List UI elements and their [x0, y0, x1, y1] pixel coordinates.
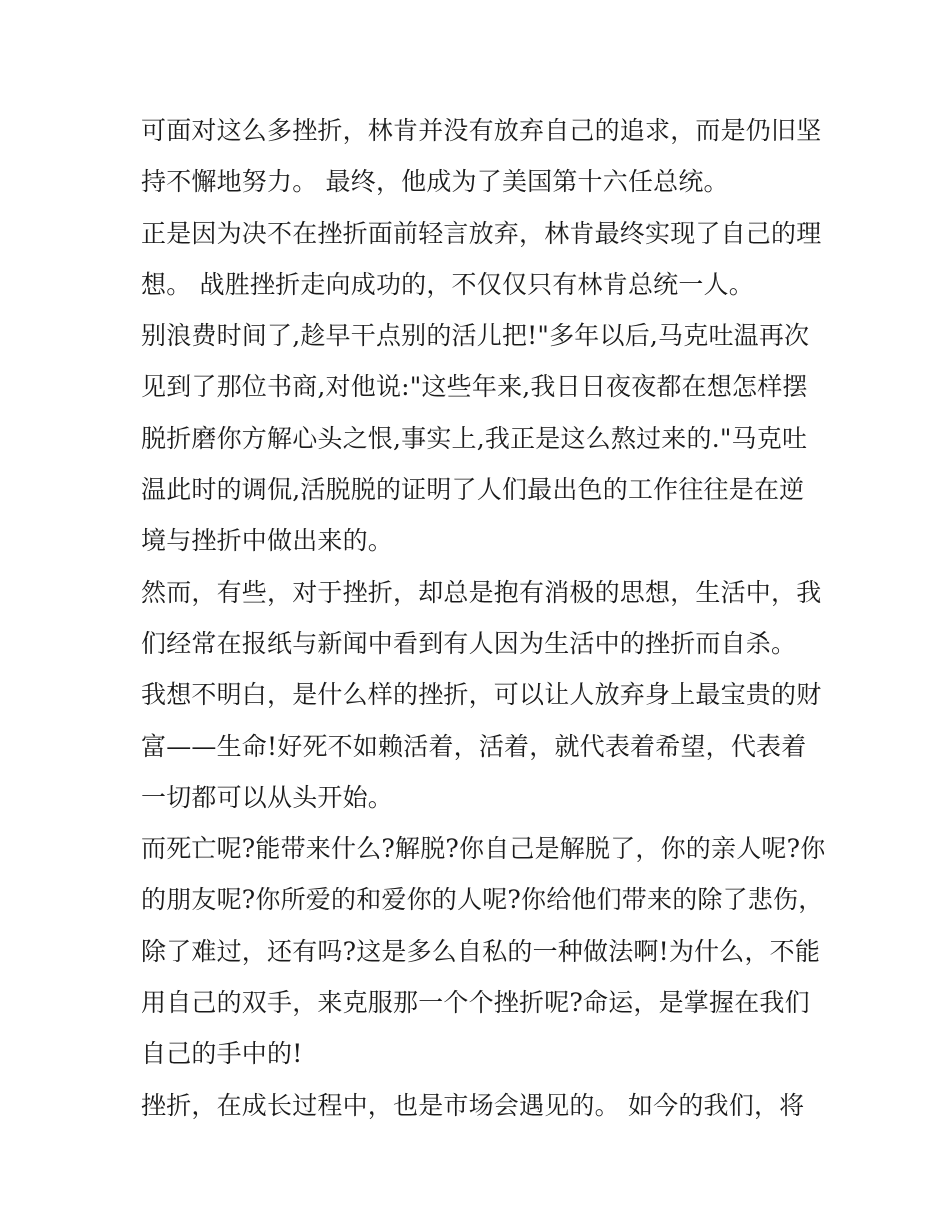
text-line: 我想不明白，是什么样的挫折，可以让人放弃身上最宝贵的财	[141, 680, 822, 710]
text-line: 的朋友呢?你所爱的和爱你的人呢?你给他们带来的除了悲伤，	[141, 885, 824, 915]
paragraph	[141, 105, 821, 208]
text-line: 见到了那位书商,对他说:"这些年来,我日日夜夜都在想怎样摆	[141, 372, 808, 402]
paragraph	[141, 1080, 821, 1131]
text-line: 们经常在报纸与新闻中看到有人因为生活中的挫折而自杀。	[141, 628, 797, 658]
text-line: 除了难过，还有吗?这是多么自私的一种做法啊!为什么，不能	[141, 936, 821, 966]
text-line: 脱折磨你方解心头之恨,事实上,我正是这么熬过来的."马克吐	[141, 423, 808, 453]
document-body	[141, 105, 826, 1131]
paragraph	[141, 669, 821, 823]
text-line: 而死亡呢?能带来什么?解脱?你自己是解脱了，你的亲人呢?你	[141, 834, 826, 864]
text-line: 富——生命!好死不如赖活着，活着，就代表着希望，代表着	[141, 731, 807, 761]
paragraph	[141, 567, 821, 670]
text-line: 用自己的双手，来克服那一个个挫折呢?命运，是掌握在我们	[141, 988, 810, 1018]
paragraph	[141, 823, 826, 1079]
text-line: 温此时的调侃,活脱脱的证明了人们最出色的工作往往是在逆	[141, 475, 805, 505]
text-line: 境与挫折中做出来的。	[141, 526, 394, 556]
text-line: 自己的手中的!	[141, 1039, 303, 1069]
text-line: 别浪费时间了,趁早干点别的活儿把!"多年以后,马克吐温再次	[141, 321, 810, 351]
text-line: 可面对这么多挫折，林肯并没有放弃自己的追求，而是仍旧坚	[141, 116, 822, 145]
text-line: 想。 战胜挫折走向成功的，不仅仅只有林肯总统一人。	[141, 269, 754, 299]
text-line: 持不懈地努力。 最终，他成为了美国第十六任总统。	[141, 167, 729, 197]
text-line: 然而，有些，对于挫折，却总是抱有消极的思想，生活中，我	[141, 577, 822, 607]
text-line: 挫折，在成长过程中，也是市场会遇见的。 如今的我们，将	[141, 1090, 805, 1120]
text-line: 正是因为决不在挫折面前轻言放弃，林肯最终实现了自己的理	[141, 218, 822, 248]
text-line: 一切都可以从头开始。	[141, 782, 394, 812]
paragraph	[141, 208, 821, 311]
paragraph	[141, 310, 821, 566]
